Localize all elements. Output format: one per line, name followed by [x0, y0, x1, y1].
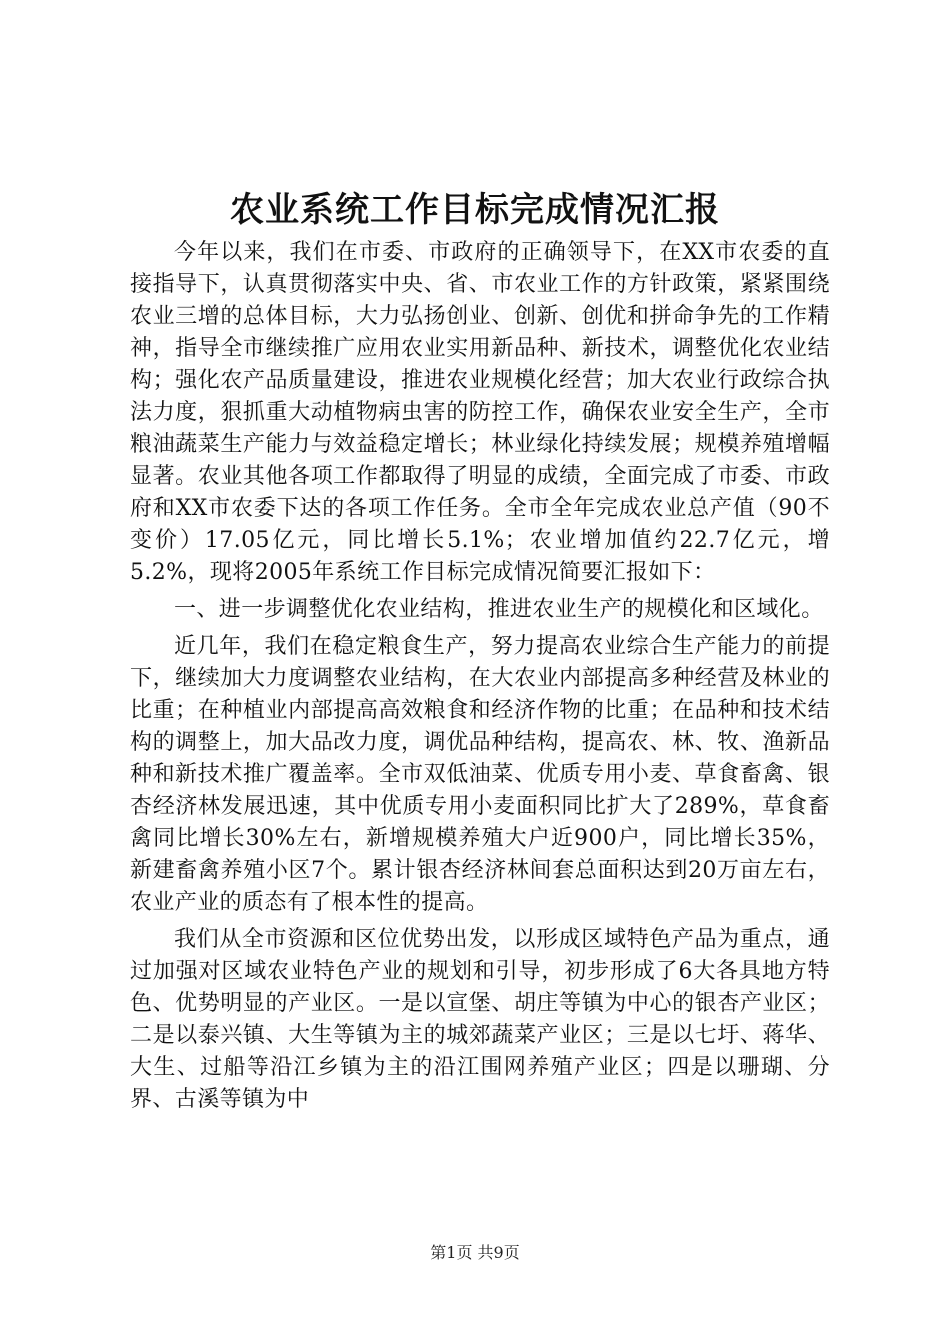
page-footer: 第1页 共9页 [430, 1243, 520, 1262]
section-heading-1: 一、进一步调整优化农业结构，推进农业生产的规模化和区域化。 [174, 597, 824, 622]
document-title: 农业系统工作目标完成情况汇报 [230, 190, 720, 230]
paragraph-structure-adjustment: 近几年，我们在稳定粮食生产，努力提高农业综合生产能力的前提下，继续加大力度调整农业结构，在大农业内部提高多种经营及林业的比重；在种植业内部提高高效粮食和经济作物的比重；在品种和技术结构的调整上，加大品改力度，调优品种结构，提高农、林、牧、渔新品种和新技术推广覆盖率。全市双低油菜、优质专用小麦、草食畜禽、银杏经济林发展迅速，其中优质专用小麦面积同比扩大了289%，草食畜禽同比增长30%左右，新增规模养殖大户近900户，同比增长35%，新建畜禽养殖小区7个。累计银杏经济林间套总面积达到20万亩左右，农业产业的质态有了根本性的提高。 [130, 634, 830, 915]
document-body [130, 237, 830, 1121]
paragraph-regional-industries: 我们从全市资源和区位优势出发，以形成区域特色产品为重点，通过加强对区域农业特色产业的规划和引导，初步形成了6大各具地方特色、优势明显的产业区。一是以宣堡、胡庄等镇为中心的银杏产业区；二是以泰兴镇、大生等镇为主的城郊蔬菜产业区；三是以七圩、蒋华、大生、过船等沿江乡镇为主的沿江围网养殖产业区；四是以珊瑚、分界、古溪等镇为中 [130, 927, 830, 1112]
paragraph-intro: 今年以来，我们在市委、市政府的正确领导下，在XX市农委的直接指导下，认真贯彻落实中央、省、市农业工作的方针政策，紧紧围绕农业三增的总体目标，大力弘扬创业、创新、创优和拼命争先的工作精神，指导全市继续推广应用农业实用新品种、新技术，调整优化农业结构；强化农产品质量建设，推进农业规模化经营；加大农业行政综合执法力度，狠抓重大动植物病虫害的防控工作，确保农业安全生产，全市粮油蔬菜生产能力与效益稳定增长；林业绿化持续发展；规模养殖增幅显著。农业其他各项工作都取得了明显的成绩，全面完成了市委、市政府和XX市农委下达的各项工作任务。全市全年完成农业总产值（90不变价）17.05亿元，同比增长5.1%；农业增加值约22.7亿元，增5.2%，现将2005年系统工作目标完成情况简要汇报如下： [130, 240, 830, 585]
